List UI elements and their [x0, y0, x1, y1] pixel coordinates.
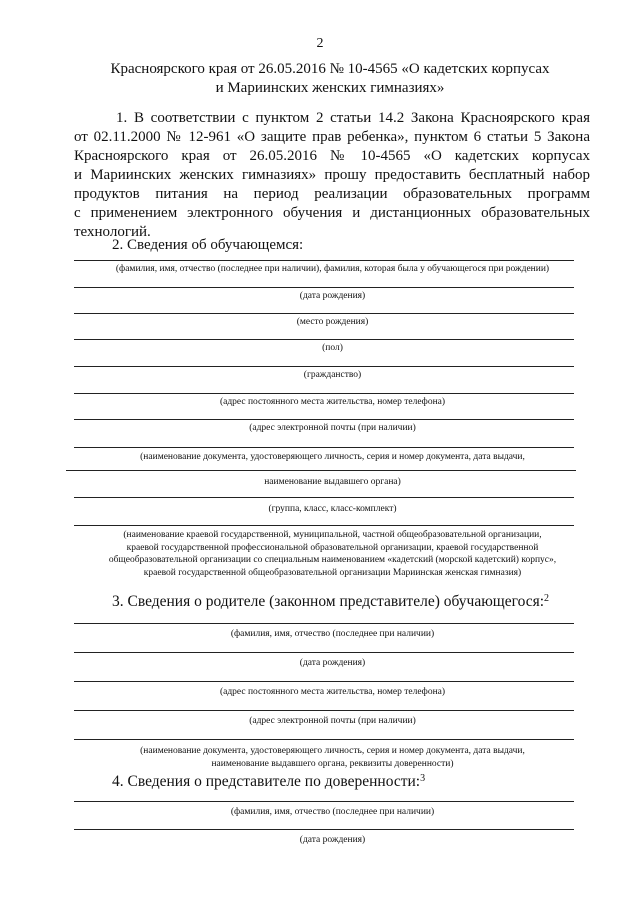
parent-document-caption-line: наименование выдавшего органа, реквизиты доверенности)	[211, 758, 454, 769]
student-class-field[interactable]	[74, 497, 574, 498]
heading-line-1: Красноярского края от 26.05.2016 № 10-4565 «О кадетских корпусах	[110, 61, 550, 77]
student-issuing-authority-caption: наименование выдавшего органа)	[264, 477, 401, 487]
student-birth-place-caption: (место рождения)	[296, 317, 369, 327]
paragraph-1-line: от 02.11.2000 № 12-961 «О защите прав ребенка», пунктом 6 статьи 5 Закона	[74, 129, 590, 145]
student-address-field[interactable]	[74, 393, 574, 394]
student-organization-caption	[60, 529, 605, 579]
student-id-document-caption: (наименование документа, удостоверяющего личность, серия и номер документа, дата выдачи,	[140, 452, 525, 462]
student-citizenship-field[interactable]	[74, 366, 574, 367]
paragraph-1-line: и Мариинских женских гимназиях» прошу предоставить бесплатный набор	[74, 167, 590, 183]
student-birth-date-caption: (дата рождения)	[299, 291, 366, 301]
parent-email-caption: (адрес электронной почты (при наличии)	[249, 716, 416, 726]
student-gender-field[interactable]	[74, 339, 574, 340]
paragraph-1	[74, 109, 590, 242]
parent-address-caption: (адрес постоянного места жительства, номер телефона)	[219, 687, 446, 697]
student-address-caption: (адрес постоянного места жительства, номер телефона)	[219, 397, 446, 407]
parent-document-caption-line: (наименование документа, удостоверяющего личность, серия и номер документа, дата выдачи,	[140, 746, 525, 756]
parent-name-caption: (фамилия, имя, отчество (последнее при наличии)	[230, 629, 435, 639]
student-class-caption: (группа, класс, класс-комплект)	[268, 504, 397, 514]
parent-email-field[interactable]	[74, 710, 574, 711]
paragraph-1-line: 1. В соответствии с пунктом 2 статьи 14.2 Закона Красноярского края	[116, 110, 590, 126]
student-name-field[interactable]	[74, 260, 574, 261]
student-name-caption: (фамилия, имя, отчество (последнее при наличии), фамилия, которая была у обучающегося при рождении)	[115, 264, 550, 274]
parent-id-document-caption	[60, 745, 605, 770]
student-citizenship-caption: (гражданство)	[303, 370, 362, 380]
student-email-field[interactable]	[74, 419, 574, 420]
organization-caption-line: краевой государственной общеобразовательной организации Мариинская женская гимназия)	[143, 567, 522, 578]
section-2-title: 2. Сведения об обучающемся:	[112, 237, 304, 253]
representative-birth-date-field[interactable]	[74, 829, 574, 830]
paragraph-1-line: продуктов питания на период реализации образовательных программ	[74, 186, 590, 202]
parent-birth-date-caption: (дата рождения)	[299, 658, 366, 668]
heading-line-2: и Мариинских женских гимназиях»	[215, 80, 445, 96]
organization-caption-line: общеобразовательной организации со специальным наименованием «кадетский (морской кадетский) корпус»,	[108, 555, 557, 565]
student-issuing-authority-field[interactable]	[66, 470, 576, 471]
paragraph-1-line: с применением электронного обучения и дистанционных образовательных	[74, 205, 590, 221]
section-3-title	[112, 592, 549, 611]
section-4-title	[112, 772, 425, 791]
student-birth-place-field[interactable]	[74, 313, 574, 314]
page-number: 2	[316, 36, 324, 51]
representative-name-field[interactable]	[74, 801, 574, 802]
parent-id-document-field[interactable]	[74, 739, 574, 740]
paragraph-1-line: Красноярского края от 26.05.2016 № 10-4565 «О кадетских корпусах	[74, 148, 590, 164]
organization-caption-line: (наименование краевой государственной, муниципальной, частной общеобразовательной организации,	[123, 530, 542, 540]
organization-caption-line: краевой государственной профессиональной образовательной организации, краевой государственной	[126, 542, 539, 553]
section-4-title-text: 4. Сведения о представителе по доверенности:	[112, 773, 421, 790]
student-email-caption: (адрес электронной почты (при наличии)	[249, 423, 416, 433]
representative-name-caption: (фамилия, имя, отчество (последнее при наличии)	[230, 807, 435, 817]
footnote-marker-2: 2	[544, 593, 550, 604]
parent-name-field[interactable]	[74, 623, 574, 624]
footnote-marker-3: 3	[420, 773, 426, 784]
document-heading	[70, 60, 590, 98]
student-id-document-field[interactable]	[74, 447, 574, 448]
section-3-title-text: 3. Сведения о родителе (законном представителе) обучающегося:	[112, 593, 545, 610]
paragraph-1-line: технологий.	[74, 224, 151, 240]
student-birth-date-field[interactable]	[74, 287, 574, 288]
representative-birth-date-caption: (дата рождения)	[299, 835, 366, 845]
parent-birth-date-field[interactable]	[74, 652, 574, 653]
student-organization-field[interactable]	[74, 525, 574, 526]
student-gender-caption: (пол)	[322, 343, 343, 353]
parent-address-field[interactable]	[74, 681, 574, 682]
